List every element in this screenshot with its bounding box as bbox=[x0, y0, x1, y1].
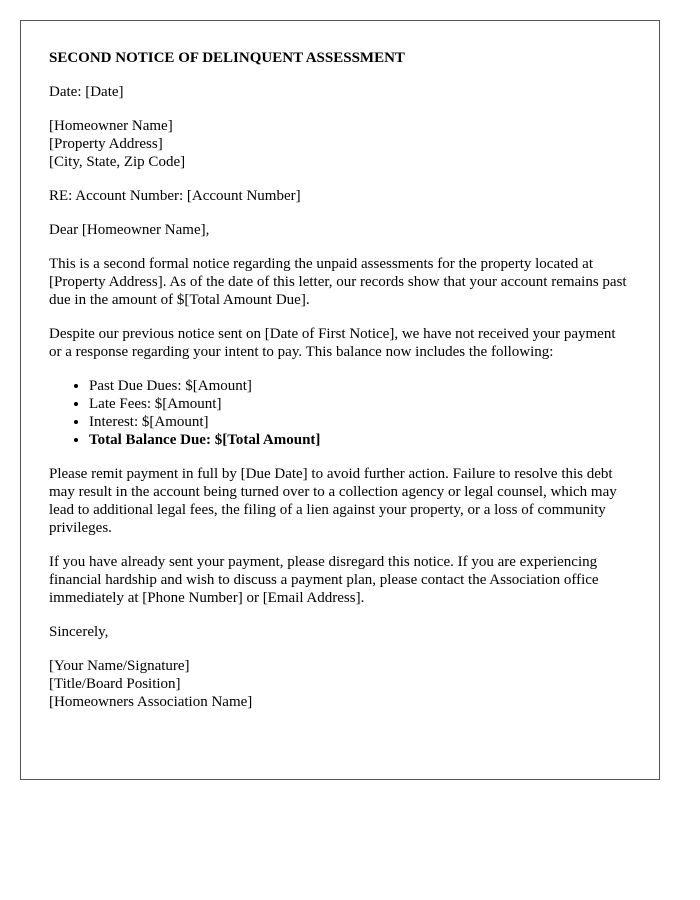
balance-list bbox=[49, 377, 631, 449]
paragraph-previous-notice: Despite our previous notice sent on [Date of First Notice], we have not received your payment or a response regarding your intent to pay. This balance now includes the following: bbox=[49, 326, 616, 360]
paragraph-intro: This is a second formal notice regarding the unpaid assessments for the property located at [Property Address]. As of the date of this letter, our records show that your account remains past due in the amount of $[Total Amount Due]. bbox=[49, 256, 627, 308]
balance-item: • Past Due Dues: $[Amount] bbox=[89, 377, 631, 395]
letter-document bbox=[20, 20, 660, 780]
balance-total: • Total Balance Due: $[Total Amount] bbox=[89, 431, 631, 449]
recipient-name: [Homeowner Name] bbox=[49, 118, 173, 134]
signature-name: [Your Name/Signature] bbox=[49, 658, 190, 674]
closing: Sincerely, bbox=[49, 624, 109, 640]
salutation: Dear [Homeowner Name], bbox=[49, 222, 210, 238]
date-line: Date: [Date] bbox=[49, 84, 124, 100]
letter-title: SECOND NOTICE OF DELINQUENT ASSESSMENT bbox=[49, 50, 405, 66]
re-line: RE: Account Number: [Account Number] bbox=[49, 188, 301, 204]
signature-block bbox=[49, 657, 631, 711]
recipient-block bbox=[49, 117, 631, 171]
signature-association: [Homeowners Association Name] bbox=[49, 694, 253, 710]
balance-item: • Late Fees: $[Amount] bbox=[89, 395, 631, 413]
recipient-city-state-zip: [City, State, Zip Code] bbox=[49, 154, 186, 170]
balance-item: • Interest: $[Amount] bbox=[89, 413, 631, 431]
paragraph-hardship: If you have already sent your payment, please disregard this notice. If you are experiencing financial hardship and wish to discuss a payment plan, please contact the Association office immediately at [Phone Number] or [Email Address]. bbox=[49, 554, 599, 606]
signature-position: [Title/Board Position] bbox=[49, 676, 181, 692]
paragraph-remit: Please remit payment in full by [Due Date] to avoid further action. Failure to resolve this debt may result in the account being turned over to a collection agency or legal counsel, which may lead to additional legal fees, the filing of a lien against your property, or a loss of community privileges. bbox=[49, 466, 617, 536]
recipient-address: [Property Address] bbox=[49, 136, 163, 152]
